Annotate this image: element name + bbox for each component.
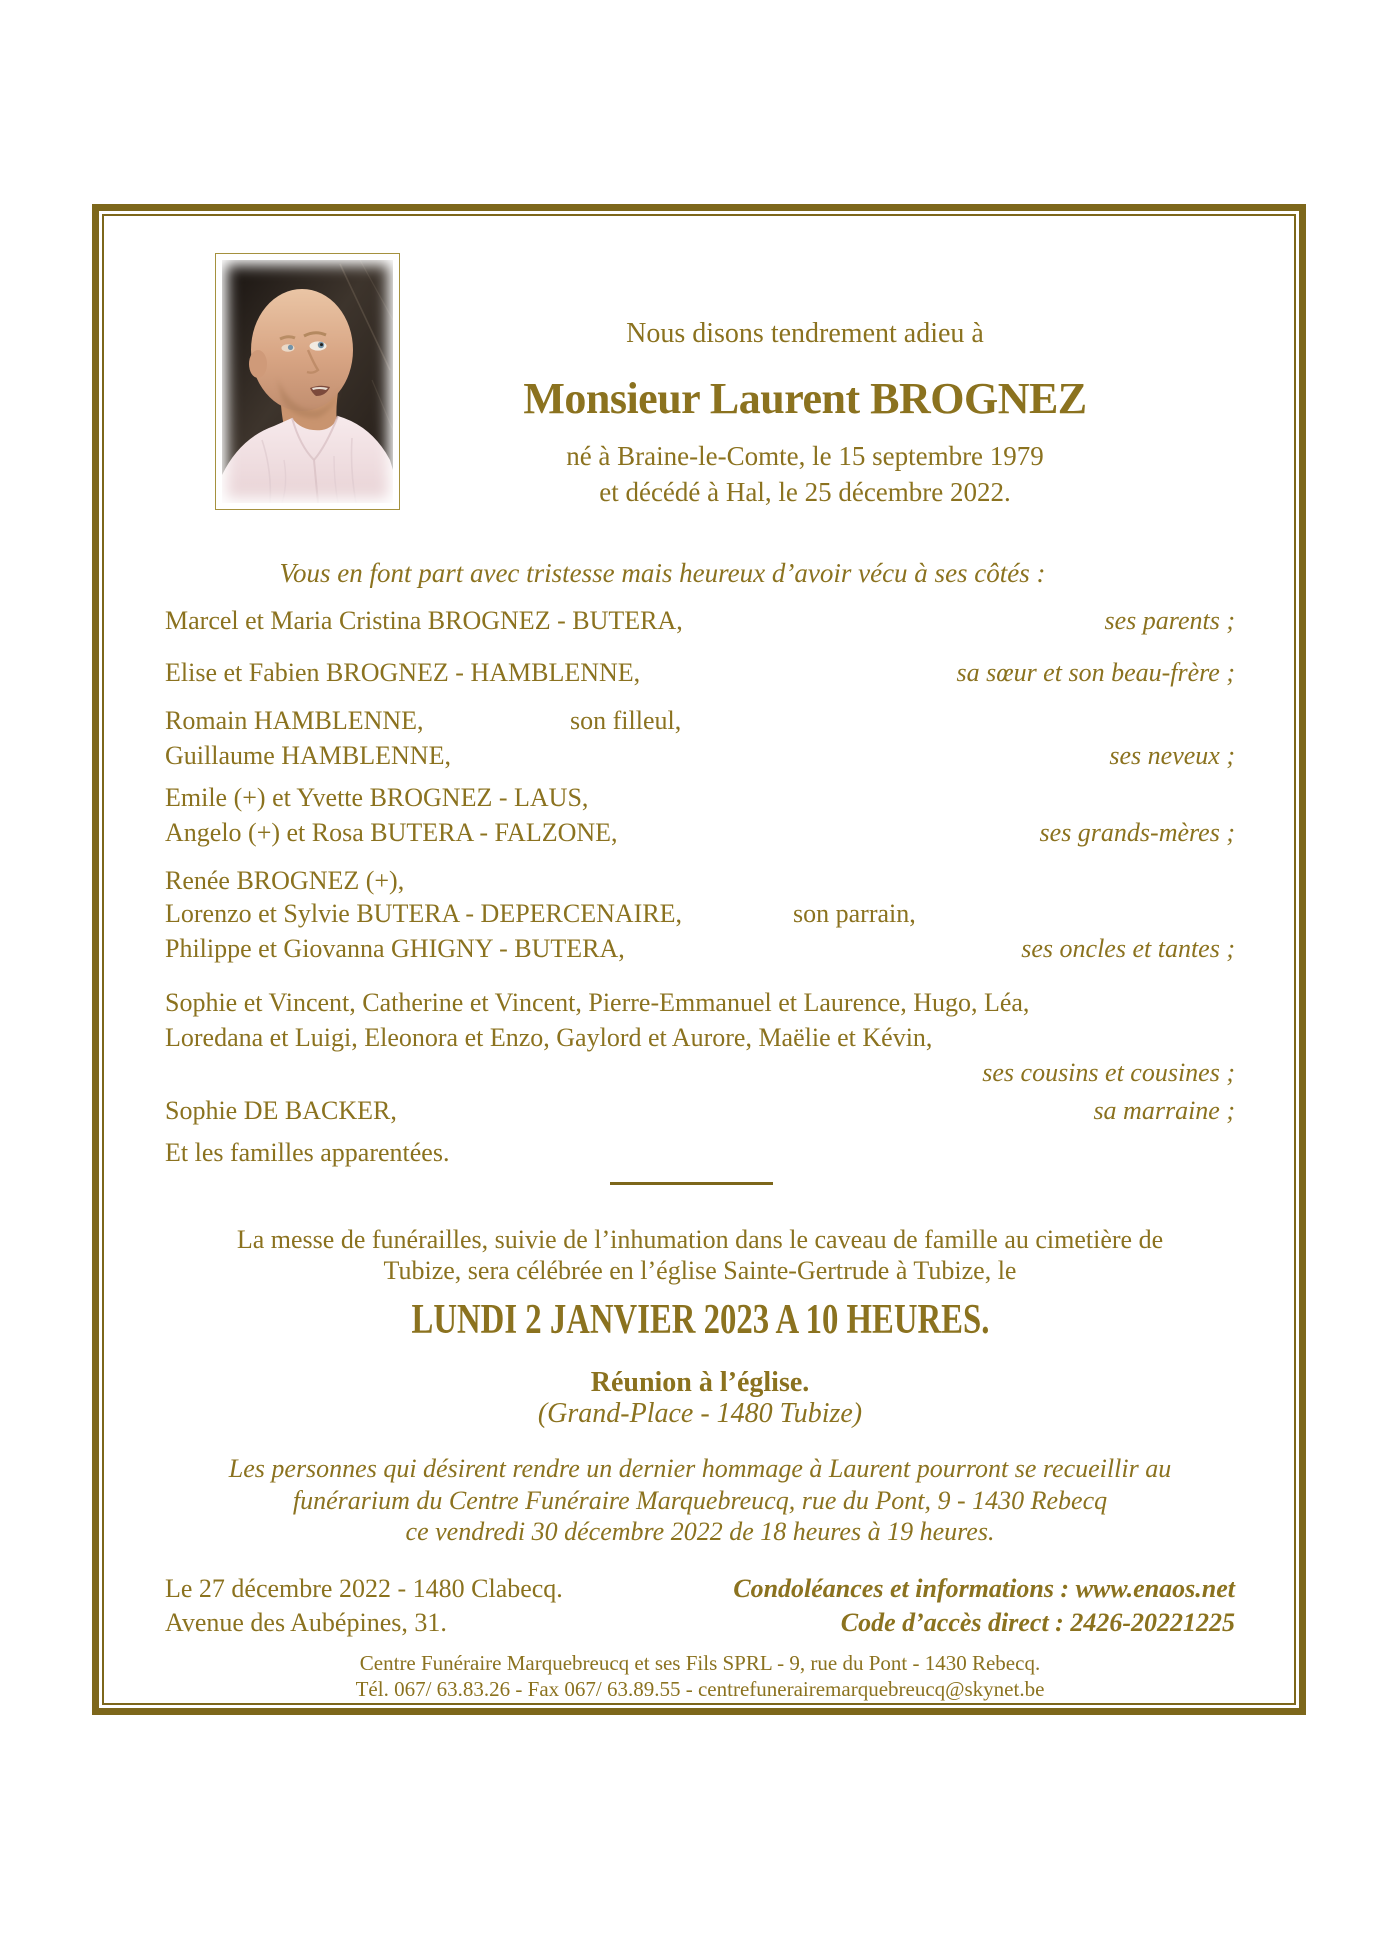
visitation-line-1: Les personnes qui désirent rendre un dernier hommage à Laurent pourront se recueillir au (228, 1454, 1172, 1483)
family-name: Emile (+) et Yvette BROGNEZ - LAUS, (165, 783, 589, 812)
footer-address: Avenue des Aubépines, 31. (165, 1608, 447, 1637)
family-name: Renée BROGNEZ (+), (165, 866, 405, 895)
footer-condolences-block (733, 1572, 1235, 1640)
meeting-line: Réunion à l’église. (590, 1367, 810, 1398)
family-name: Sophie DE BACKER, (165, 1096, 397, 1125)
family-name: Lorenzo et Sylvie BUTERA - DEPERCENAIRE, (165, 899, 683, 928)
meeting-place: (Grand-Place - 1480 Tubize) (537, 1398, 863, 1429)
visitation-line-2: funérarium du Centre Funéraire Marquebreucq, rue du Pont, 9 - 1430 Rebecq (292, 1486, 1108, 1515)
family-row (165, 1023, 1235, 1053)
family-name: Loredana et Luigi, Eleonora et Enzo, Gaylord et Aurore, Maëlie et Kévin, (165, 1023, 933, 1052)
family-row (165, 783, 1235, 813)
relation-middle-label: son filleul, (570, 706, 682, 735)
portrait-photo-frame (215, 253, 400, 510)
family-row (165, 741, 1235, 771)
funeral-home-contact: Tél. 067/ 63.83.26 - Fax 067/ 63.89.55 - centrefunerairemarquebreucq@skynet.be (355, 1677, 1045, 1701)
relation-label: sa sœur et son beau-frère ; (956, 658, 1235, 687)
family-name: Guillaume HAMBLENNE, (165, 741, 451, 770)
family-intro: Vous en font part avec tristesse mais heureux d’avoir vécu à ses côtés : (279, 558, 1046, 588)
ceremony-line-1: La messe de funérailles, suivie de l’inhumation dans le caveau de famille au cimetière de (236, 1225, 1164, 1254)
relation-label: sa marraine ; (1093, 1096, 1235, 1125)
relation-label: ses grands-mères ; (1039, 818, 1235, 847)
relation-label: ses cousins et cousines ; (982, 1058, 1235, 1087)
relation-label: ses parents ; (1104, 606, 1235, 635)
access-code-line: Code d’accès direct : 2426-20221225 (840, 1608, 1235, 1637)
family-row (165, 706, 1235, 736)
family-row (165, 988, 1235, 1018)
family-row (165, 934, 1235, 964)
family-name: Philippe et Giovanna GHIGNY - BUTERA, (165, 934, 625, 963)
visitation-line-3: ce vendredi 30 décembre 2022 de 18 heures à 19 heures. (405, 1517, 995, 1546)
ceremony-date: LUNDI 2 JANVIER 2023 A 10 HEURES. (411, 1297, 989, 1343)
relation-label: ses oncles et tantes ; (1021, 934, 1235, 963)
relation-middle-label: son parrain, (793, 899, 916, 928)
family-name: Elise et Fabien BROGNEZ - HAMBLENNE, (165, 658, 641, 687)
family-row (165, 1096, 1235, 1126)
family-row (165, 899, 1235, 929)
family-row (165, 658, 1235, 688)
deceased-name: Monsieur Laurent BROGNEZ (523, 374, 1087, 423)
family-name: Angelo (+) et Rosa BUTERA - FALZONE, (165, 818, 618, 847)
family-row (165, 818, 1235, 848)
divider-rule (610, 1182, 773, 1185)
family-name: Romain HAMBLENNE, (165, 706, 424, 735)
family-row (165, 606, 1235, 636)
family-name: Sophie et Vincent, Catherine et Vincent, Pierre-Emmanuel et Laurence, Hugo, Léa, (165, 988, 1030, 1017)
family-closing: Et les familles apparentées. (165, 1138, 450, 1167)
header-block (410, 318, 1200, 510)
portrait-photo (222, 260, 393, 503)
ceremony-line-2: Tubize, sera célébrée en l’église Sainte-Gertrude à Tubize, le (383, 1256, 1017, 1285)
footer-date-address (165, 1572, 563, 1640)
condolences-line: Condoléances et informations : www.enaos.net (733, 1574, 1235, 1603)
birth-line: né à Braine-le-Comte, le 15 septembre 1979 (566, 441, 1044, 471)
family-row (165, 866, 1235, 896)
family-name: Marcel et Maria Cristina BROGNEZ - BUTERA, (165, 606, 683, 635)
farewell-intro: Nous disons tendrement adieu à (626, 318, 984, 349)
relation-label: ses neveux ; (1109, 741, 1235, 770)
footer-date-place: Le 27 décembre 2022 - 1480 Clabecq. (165, 1574, 563, 1603)
death-line: et décédé à Hal, le 25 décembre 2022. (599, 477, 1011, 507)
funeral-home-line: Centre Funéraire Marquebreucq et ses Fils SPRL - 9, rue du Pont - 1430 Rebecq. (359, 1651, 1041, 1675)
